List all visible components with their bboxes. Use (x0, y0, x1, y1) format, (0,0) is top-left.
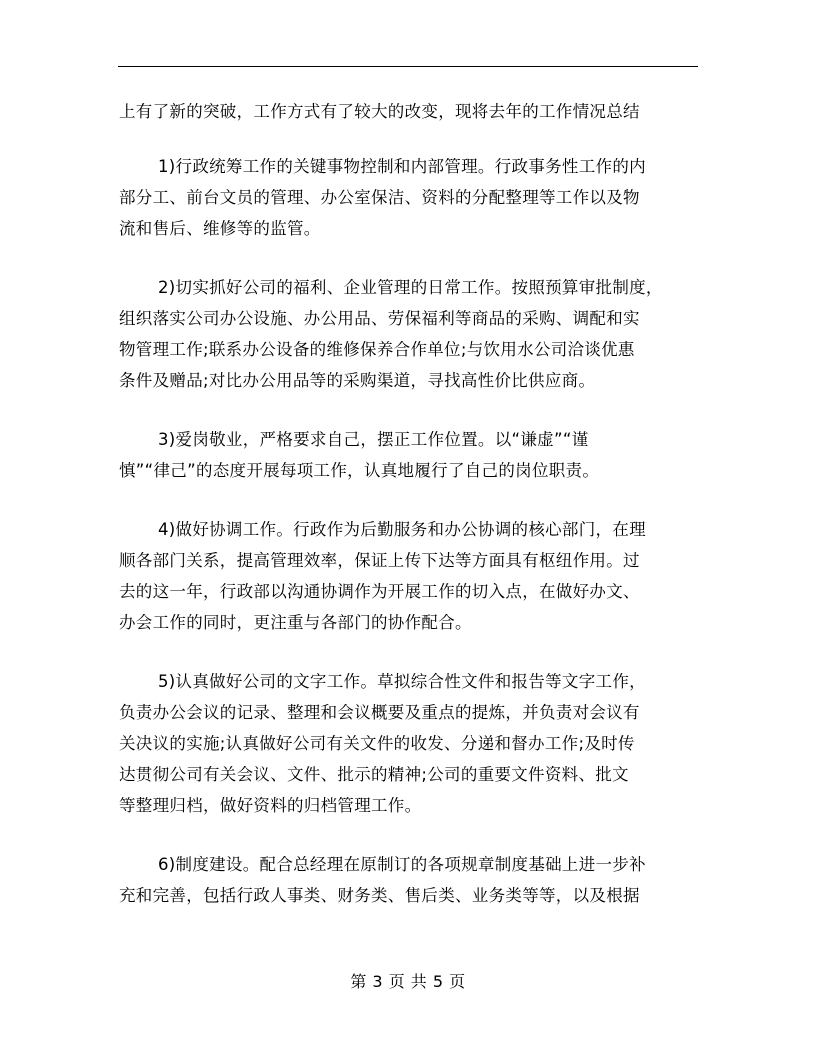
text-line: 充和完善，包括行政人事类、财务类、售后类、业务类等等，以及根据 (119, 886, 640, 905)
text-line: 达贯彻公司有关会议、文件、批示的精神;公司的重要文件资料、批文 (119, 765, 629, 784)
paragraph (119, 666, 699, 821)
text-line: 组织落实公司办公设施、办公用品、劳保福利等商品的采购、调配和实 (119, 309, 640, 328)
paragraph (119, 272, 699, 396)
text-line: 上有了新的突破，工作方式有了较大的改变，现将去年的工作情况总结 (119, 102, 640, 121)
text-line: 关决议的实施;认真做好公司有关文件的收发、分递和督办工作;及时传 (119, 734, 635, 753)
text-line: 部分工、前台文员的管理、办公室保洁、资料的分配整理等工作以及物 (119, 188, 640, 207)
text-line: 去的这一年，行政部以沟通协调作为开展工作的切入点，在做好办文、 (119, 582, 640, 601)
paragraph (119, 151, 699, 244)
text-line: 等整理归档，做好资料的归档管理工作。 (119, 796, 422, 815)
text-line: 办会工作的同时，更注重与各部门的协作配合。 (119, 613, 472, 632)
paragraph (119, 96, 699, 127)
paragraph (119, 849, 699, 911)
paragraph (119, 424, 699, 486)
text-line: 流和售后、维修等的监管。 (119, 219, 321, 238)
text-line: 2)切实抓好公司的福利、企业管理的日常工作。按照预算审批制度， (158, 278, 663, 297)
text-line: 条件及赠品;对比办公用品等的采购渠道，寻找高性价比供应商。 (119, 371, 596, 390)
document-body (119, 96, 699, 939)
text-line: 负责办公会议的记录、整理和会议概要及重点的提炼，并负责对会议有 (119, 703, 640, 722)
header-rule (118, 66, 698, 67)
text-line: 物管理工作;联系办公设备的维修保养合作单位;与饮用水公司洽谈优惠 (119, 340, 635, 359)
text-line: 4)做好协调工作。行政作为后勤服务和办公协调的核心部门，在理 (158, 520, 646, 539)
paragraph (119, 514, 699, 638)
text-line: 5)认真做好公司的文字工作。草拟综合性文件和报告等文字工作， (158, 672, 646, 691)
text-line: 1)行政统筹工作的关键事物控制和内部管理。行政事务性工作的内 (158, 157, 646, 176)
text-line: 3)爱岗敬业，严格要求自己，摆正工作位置。以“谦虚”“谨 (158, 430, 589, 449)
text-line: 顺各部门关系，提高管理效率，保证上传下达等方面具有枢纽作用。过 (119, 551, 640, 570)
page-number: 第 3 页 共 5 页 (350, 972, 466, 991)
text-line: 慎”“律己”的态度开展每项工作，认真地履行了自己的岗位职责。 (119, 461, 600, 480)
text-line: 6)制度建设。配合总经理在原制订的各项规章制度基础上进一步补 (158, 855, 646, 874)
